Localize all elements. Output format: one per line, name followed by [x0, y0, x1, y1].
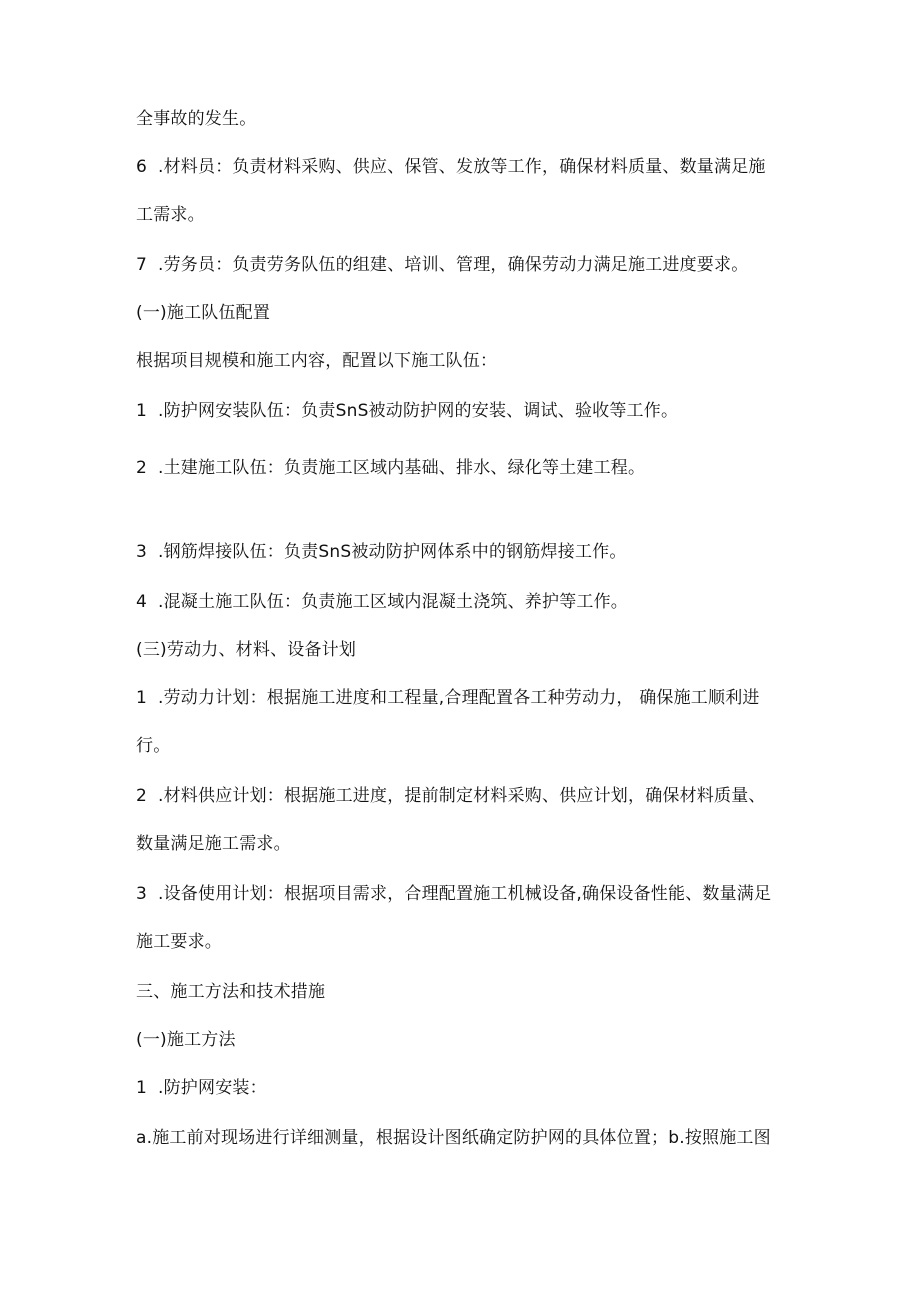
numbered-item: [136, 686, 760, 710]
numbered-item: [136, 590, 628, 614]
item-number: 3: [136, 542, 148, 562]
item-number: 2: [136, 786, 148, 806]
item-number: 7: [136, 255, 148, 275]
item-text: .劳务员：负责劳务队伍的组建、培训、管理，确保劳动力满足施工进度要求。: [158, 255, 749, 275]
item-text: .防护网安装队伍：负责SnS被动防护网的安装、调试、验收等工作。: [158, 401, 679, 421]
item-text: .劳动力计划：根据施工进度和工程量,合理配置各工种劳动力， 确保施工顺利进: [158, 688, 760, 708]
item-text: .设备使用计划：根据项目需求，合理配置施工机械设备,确保设备性能、数量满足: [158, 884, 772, 904]
text-line: 工需求。: [136, 205, 205, 225]
section-heading: (一)施工队伍配置: [136, 303, 271, 323]
text-line: 行。: [136, 736, 171, 756]
item-text: .材料供应计划：根据施工进度，提前制定材料采购、供应计划，确保材料质量、: [158, 786, 766, 806]
item-number: 1: [136, 688, 148, 708]
item-text: .土建施工队伍：负责施工区域内基础、排水、绿化等土建工程。: [158, 458, 646, 478]
text-line: 数量满足施工需求。: [136, 834, 291, 854]
text-line: 施工要求。: [136, 932, 222, 952]
text-line: a.施工前对现场进行详细测量，根据设计图纸确定防护网的具体位置；b.按照施工图: [136, 1128, 771, 1148]
numbered-item: [136, 155, 766, 179]
section-heading: 三、施工方法和技术措施: [136, 982, 326, 1002]
numbered-item: [136, 1076, 267, 1100]
item-number: 3: [136, 884, 148, 904]
section-heading: (一)施工方法: [136, 1030, 236, 1050]
item-number: 4: [136, 592, 148, 612]
numbered-item: [136, 456, 645, 480]
numbered-item: [136, 882, 771, 906]
text-line: 全事故的发生。: [136, 109, 257, 129]
item-text: .钢筋焊接队伍：负责SnS被动防护网体系中的钢筋焊接工作。: [158, 542, 627, 562]
item-text: .材料员：负责材料采购、供应、保管、发放等工作，确保材料质量、数量满足施: [158, 157, 766, 177]
item-text: .混凝土施工队伍：负责施工区域内混凝土浇筑、养护等工作。: [158, 592, 629, 612]
item-text: .防护网安装：: [158, 1078, 267, 1098]
numbered-item: [136, 399, 678, 423]
numbered-item: [136, 540, 627, 564]
numbered-item: [136, 784, 766, 808]
numbered-item: [136, 253, 748, 277]
item-number: 1: [136, 401, 148, 421]
section-heading: (三)劳动力、材料、设备计划: [136, 640, 357, 660]
item-number: 6: [136, 157, 148, 177]
item-number: 2: [136, 458, 148, 478]
text-line: 根据项目规模和施工内容，配置以下施工队伍：: [136, 351, 498, 371]
item-number: 1: [136, 1078, 148, 1098]
